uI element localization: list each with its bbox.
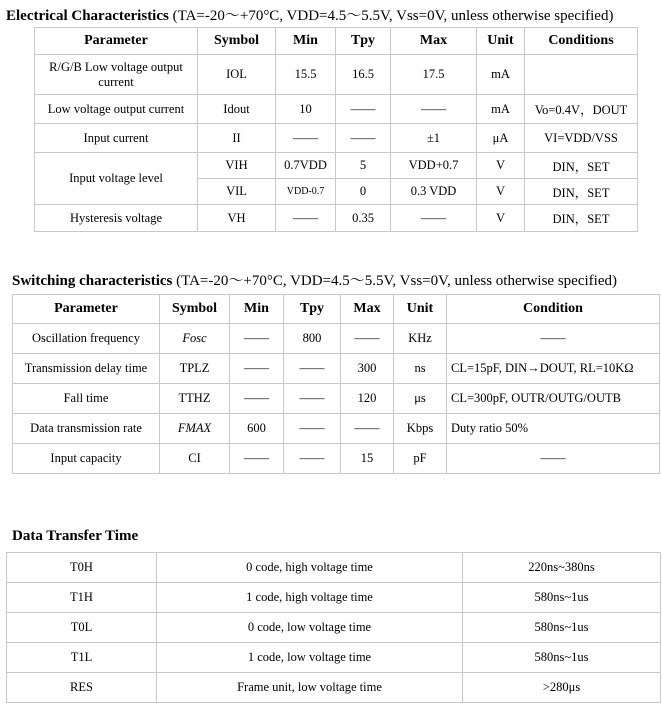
condition-cell: Vo=0.4V，DOUT [525,95,638,124]
table-row [35,95,638,124]
min-cell: —— [230,444,284,474]
param-cell: Data transmission rate [13,414,160,444]
param-cell: Oscillation frequency [13,324,160,354]
header-cell: Tpy [336,28,391,55]
symbol-cell: Idout [198,95,276,124]
min-cell: 10 [276,95,336,124]
table-row [13,324,660,354]
max-cell: 120 [341,384,394,414]
condition-cell: Duty ratio 50% [447,414,660,444]
param-cell: Hysteresis voltage [35,205,198,232]
switching-characteristics-heading [12,269,617,290]
unit-cell: V [477,179,525,205]
param-cell: Input voltage level [35,153,198,205]
condition-cell: DIN，SET [525,153,638,179]
symbol-cell: II [198,124,276,153]
section-title: Switching characteristics [12,273,173,289]
max-cell: VDD+0.7 [391,153,477,179]
typ-cell: 16.5 [336,55,391,95]
header-cell: Condition [447,295,660,324]
param-cell: R/G/B Low voltage output current [35,55,198,95]
symbol-cell: FMAX [160,414,230,444]
typ-cell: —— [336,95,391,124]
name-cell: T1H [7,583,157,613]
condition-cell: DIN，SET [525,205,638,232]
section-title: Data Transfer Time [12,528,139,544]
table-row [35,124,638,153]
symbol-cell: TPLZ [160,354,230,384]
value-cell: 580ns~1us [463,643,661,673]
desc-cell: 0 code, low voltage time [157,613,463,643]
max-cell: 300 [341,354,394,384]
electrical-characteristics-table [34,27,638,232]
unit-cell: mA [477,55,525,95]
max-cell: —— [391,205,477,232]
unit-cell: V [477,153,525,179]
typ-cell: —— [336,124,391,153]
condition-cell: —— [447,444,660,474]
unit-cell: Kbps [394,414,447,444]
max-cell: —— [341,414,394,444]
typ-cell: 0 [336,179,391,205]
typ-cell: —— [284,384,341,414]
typ-cell: —— [284,444,341,474]
max-cell: 15 [341,444,394,474]
name-cell: T1L [7,643,157,673]
condition-cell: —— [447,324,660,354]
name-cell: RES [7,673,157,703]
min-cell: VDD-0.7 [276,179,336,205]
min-cell: 0.7VDD [276,153,336,179]
header-cell: Symbol [198,28,276,55]
unit-cell: KHz [394,324,447,354]
table-row [35,205,638,232]
table-row [35,55,638,95]
header-cell: Tpy [284,295,341,324]
header-cell: Unit [394,295,447,324]
condition-cell: VI=VDD/VSS [525,124,638,153]
max-cell: ±1 [391,124,477,153]
unit-cell: μs [394,384,447,414]
param-cell: Low voltage output current [35,95,198,124]
table-row [7,643,661,673]
data-transfer-time-table [6,552,661,703]
unit-cell: mA [477,95,525,124]
typ-cell: 800 [284,324,341,354]
min-cell: 15.5 [276,55,336,95]
value-cell: 580ns~1us [463,583,661,613]
param-cell: Fall time [13,384,160,414]
electrical-characteristics-heading [6,4,613,25]
typ-cell: 5 [336,153,391,179]
max-cell: 0.3 VDD [391,179,477,205]
condition-cell: CL=300pF, OUTR/OUTG/OUTB [447,384,660,414]
symbol-cell: Fosc [160,324,230,354]
table-row [13,384,660,414]
table-header-row [13,295,660,324]
desc-cell: 1 code, low voltage time [157,643,463,673]
unit-cell: μA [477,124,525,153]
desc-cell: 1 code, high voltage time [157,583,463,613]
section-conditions: (TA=-20～+70°C, VDD=4.5～5.5V, Vss=0V, unless otherwise specified) [176,273,617,289]
symbol-cell: IOL [198,55,276,95]
header-cell: Max [391,28,477,55]
min-cell: —— [276,124,336,153]
data-transfer-time-heading [12,528,138,545]
symbol-cell: CI [160,444,230,474]
header-cell: Conditions [525,28,638,55]
header-cell: Min [276,28,336,55]
min-cell: 600 [230,414,284,444]
section-conditions: (TA=-20～+70°C, VDD=4.5～5.5V, Vss=0V, unless otherwise specified) [172,8,614,24]
typ-cell: —— [284,354,341,384]
param-cell: Input capacity [13,444,160,474]
max-cell: —— [391,95,477,124]
value-cell: >280μs [463,673,661,703]
unit-cell: V [477,205,525,232]
symbol-cell: VIL [198,179,276,205]
max-cell: 17.5 [391,55,477,95]
table-row [13,444,660,474]
table-header-row [35,28,638,55]
name-cell: T0H [7,553,157,583]
condition-cell [525,55,638,95]
max-cell: —— [341,324,394,354]
min-cell: —— [230,324,284,354]
min-cell: —— [276,205,336,232]
min-cell: —— [230,354,284,384]
typ-cell: —— [284,414,341,444]
symbol-cell: VIH [198,153,276,179]
header-cell: Parameter [35,28,198,55]
table-row [7,673,661,703]
param-cell: Input current [35,124,198,153]
header-cell: Max [341,295,394,324]
switching-characteristics-table [12,294,660,474]
condition-cell: DIN，SET [525,179,638,205]
name-cell: T0L [7,613,157,643]
unit-cell: pF [394,444,447,474]
header-cell: Symbol [160,295,230,324]
table-row [7,613,661,643]
header-cell: Min [230,295,284,324]
desc-cell: Frame unit, low voltage time [157,673,463,703]
table-row [7,583,661,613]
param-cell: Transmission delay time [13,354,160,384]
value-cell: 220ns~380ns [463,553,661,583]
table-row [35,153,638,179]
table-row [13,354,660,384]
section-title: Electrical Characteristics [6,8,169,24]
symbol-cell: TTHZ [160,384,230,414]
table-row [13,414,660,444]
min-cell: —— [230,384,284,414]
value-cell: 580ns~1us [463,613,661,643]
typ-cell: 0.35 [336,205,391,232]
table-row [7,553,661,583]
header-cell: Parameter [13,295,160,324]
unit-cell: ns [394,354,447,384]
desc-cell: 0 code, high voltage time [157,553,463,583]
symbol-cell: VH [198,205,276,232]
condition-cell: CL=15pF, DIN→DOUT, RL=10KΩ [447,354,660,384]
header-cell: Unit [477,28,525,55]
